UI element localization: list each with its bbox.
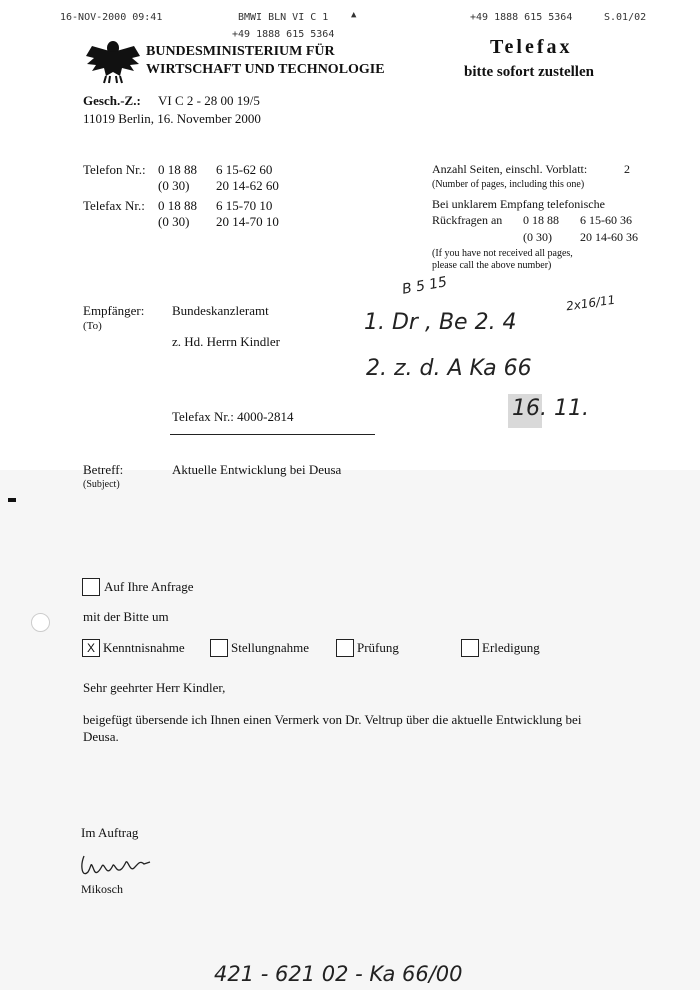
handwritten-line2: 2. z. d. A Ka 66: [366, 356, 532, 381]
recipient-attn: z. Hd. Herrn Kindler: [172, 334, 280, 349]
option-label-stellungnahme: Stellungnahme: [231, 640, 309, 655]
body-line1: beigefügt übersende ich Ihnen einen Vermerk von Dr. Veltrup über die aktuelle Entwicklung bei: [83, 712, 582, 727]
salutation: Sehr geehrter Herr Kindler,: [83, 680, 226, 695]
callback-number1: 6 15-60 36: [580, 213, 632, 227]
inquiry-checkbox[interactable]: [82, 578, 100, 596]
handwritten-line1: 1. Dr , Be 2. 4: [364, 310, 517, 335]
ministry-line1: BUNDESMINISTERIUM FÜR: [146, 44, 335, 59]
pages-count: 2: [624, 162, 630, 176]
handwritten-line3: 16. 11.: [512, 396, 589, 421]
closing: Im Auftrag: [81, 825, 139, 840]
fax-number2: 20 14-70 10: [216, 214, 279, 229]
up-arrow-icon: ▲: [351, 10, 357, 20]
phone-area2: (0 30): [158, 178, 190, 193]
telefax-subtitle: bitte sofort zustellen: [464, 64, 594, 80]
pages-count-label: Anzahl Seiten, einschl. Vorblatt:: [432, 162, 588, 176]
place-date: 11019 Berlin, 16. November 2000: [83, 111, 261, 126]
fax-page: S.01/02: [604, 12, 647, 23]
reference-value: VI C 2 - 28 00 19/5: [158, 93, 260, 108]
ministry-line2: WIRTSCHAFT UND TECHNOLOGIE: [146, 62, 385, 77]
option-checkbox-kenntnisnahme[interactable]: X: [82, 639, 100, 657]
fax-area1: 0 18 88: [158, 198, 197, 213]
punch-hole: [31, 613, 50, 632]
option-checkbox-erledigung[interactable]: [461, 639, 479, 657]
fax-number1: 6 15-70 10: [216, 198, 273, 213]
option-label-pruefung: Prüfung: [357, 640, 399, 655]
fax-datetime: 16-NOV-2000 09:41: [60, 12, 163, 23]
recipient-label: Empfänger:: [83, 303, 145, 318]
pages-note-line2: please call the above number): [432, 260, 552, 271]
recipient-fax: Telefax Nr.: 4000-2814: [172, 409, 294, 424]
handwritten-initials: B 5 15: [400, 274, 449, 298]
phone-number1: 6 15-62 60: [216, 162, 273, 177]
phone-area1: 0 18 88: [158, 162, 197, 177]
fax-area2: (0 30): [158, 214, 190, 229]
reference-label: Gesch.-Z.:: [83, 93, 141, 108]
fax-number: +49 1888 615 5364: [470, 12, 573, 23]
recipient-divider: [170, 434, 375, 435]
handwritten-line1-note: 2x16/11: [565, 292, 617, 314]
handwritten-file-number: 421 - 621 02 - Ka 66/00: [214, 962, 463, 986]
callback-area2: (0 30): [523, 230, 552, 244]
pages-count-en: (Number of pages, including this one): [432, 179, 585, 190]
request-please: mit der Bitte um: [83, 609, 169, 624]
subject-label-en: (Subject): [83, 479, 120, 490]
signature-scribble: [78, 852, 158, 884]
callback-area1: 0 18 88: [523, 213, 559, 227]
unclear-line2: Rückfragen an: [432, 213, 503, 227]
fax-label: Telefax Nr.:: [83, 198, 145, 213]
phone-label: Telefon Nr.:: [83, 162, 146, 177]
signer-name: Mikosch: [81, 882, 123, 896]
option-checkbox-stellungnahme[interactable]: [210, 639, 228, 657]
fax-sender-number: +49 1888 615 5364: [232, 29, 335, 40]
telefax-title: Telefax: [490, 36, 573, 58]
pages-note-line1: (If you have not received all pages,: [432, 248, 573, 259]
fax-station: BMWI BLN VI C 1: [238, 12, 329, 23]
inquiry-label: Auf Ihre Anfrage: [104, 579, 194, 594]
option-checkbox-pruefung[interactable]: [336, 639, 354, 657]
subject-label: Betreff:: [83, 462, 124, 477]
subject-text: Aktuelle Entwicklung bei Deusa: [172, 462, 342, 477]
option-label-kenntnisnahme: Kenntnisnahme: [103, 640, 185, 655]
option-label-erledigung: Erledigung: [482, 640, 540, 655]
recipient-label-en: (To): [83, 320, 102, 332]
body-line2: Deusa.: [83, 729, 119, 744]
unclear-line1: Bei unklarem Empfang telefonische: [432, 197, 605, 211]
phone-number2: 20 14-62 60: [216, 178, 279, 193]
federal-eagle-icon: [84, 38, 142, 84]
callback-number2: 20 14-60 36: [580, 230, 638, 244]
recipient-name: Bundeskanzleramt: [172, 303, 269, 318]
scan-artifact: [8, 498, 16, 502]
